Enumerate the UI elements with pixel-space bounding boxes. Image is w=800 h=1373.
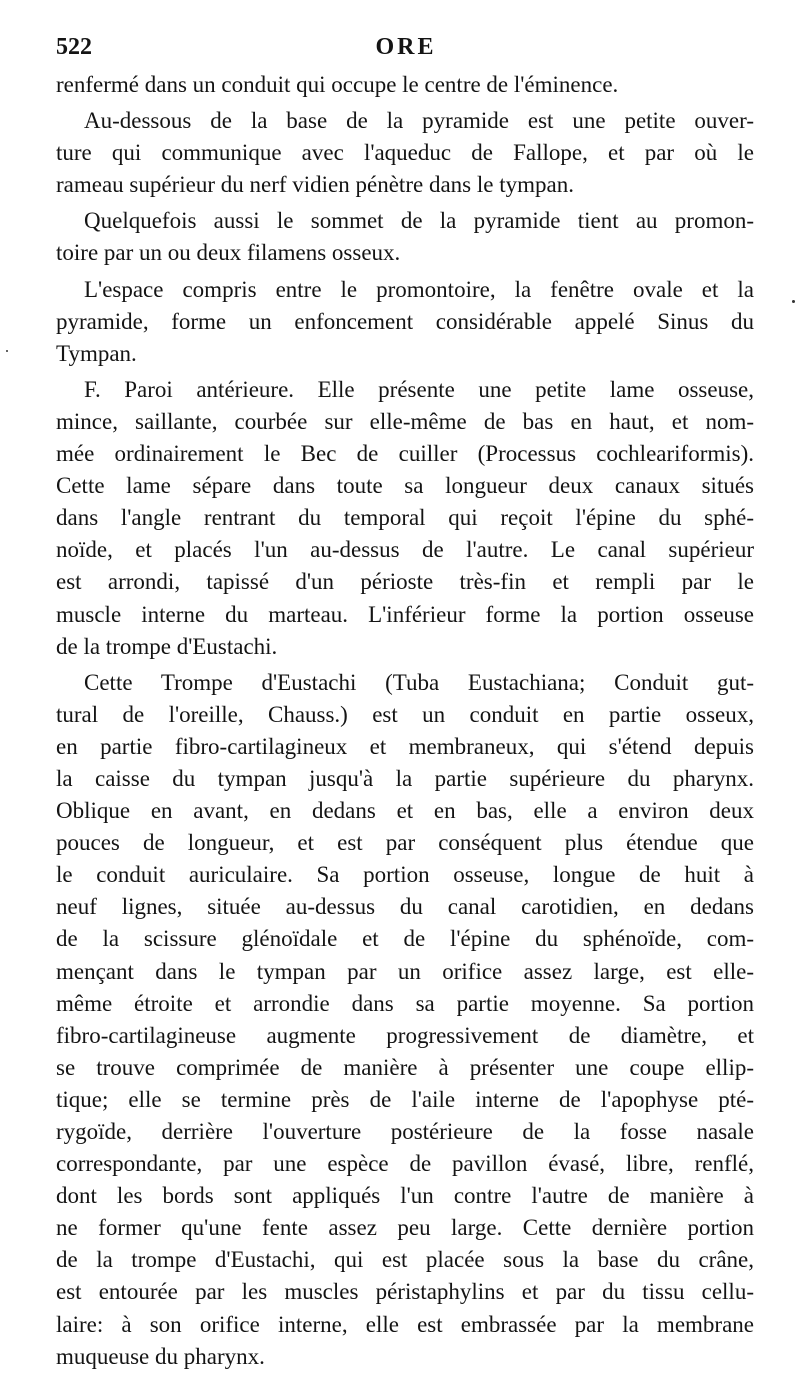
text-line: muscle interne du marteau. L'inférieur forme la portion osseuse (56, 601, 754, 627)
text-line: en partie fibro-cartilagineux et membraneux, qui s'étend depuis (56, 733, 754, 759)
text-line: est entourée par les muscles péristaphylins et par du tissu cellu- (56, 1279, 754, 1305)
paragraph (56, 374, 754, 663)
text-line: tural de l'oreille, Chauss.) est un conduit en partie osseux, (56, 701, 754, 727)
text-line: la caisse du tympan jusqu'à la partie supérieure du pharynx. (56, 765, 754, 791)
text-line: ture qui communique avec l'aqueduc de Fallope, et par où le (56, 140, 754, 166)
text-line: mençant dans le tympan par un orifice assez large, est elle- (56, 958, 754, 984)
text-line: Tympan. (56, 340, 137, 366)
text-line: dans l'angle rentrant du temporal qui reçoit l'épine du sphé- (56, 505, 754, 531)
text-line: même étroite et arrondie dans sa partie moyenne. Sa portion (56, 990, 754, 1016)
text-line: muqueuse du pharynx. (56, 1343, 265, 1369)
text-line: laire: à son orifice interne, elle est embrassée par la membrane (56, 1311, 754, 1337)
text-line: toire par un ou deux filamens osseux. (56, 240, 401, 266)
print-speck (6, 350, 8, 352)
paragraph (56, 205, 754, 269)
text-line: Au-dessous de la base de la pyramide est une petite ouver- (84, 108, 754, 134)
paragraph (56, 274, 754, 370)
text-line: mée ordinairement le Bec de cuiller (Processus cochleariformis). (56, 441, 754, 467)
text-line: renfermé dans un conduit qui occupe le centre de l'éminence. (56, 72, 619, 97)
text-line: de la trompe d'Eustachi. (56, 633, 278, 659)
body-text (56, 69, 754, 1373)
text-line: fibro-cartilagineuse augmente progressivement de diamètre, et (56, 1022, 754, 1048)
text-line: est arrondi, tapissé d'un périoste très-fin et rempli par le (56, 569, 754, 595)
paragraph (56, 667, 754, 1373)
text-line: se trouve comprimée de manière à présenter une coupe ellip- (56, 1054, 754, 1080)
text-line: Quelquefois aussi le sommet de la pyramide tient au promon- (84, 208, 754, 234)
paragraph (56, 69, 754, 101)
text-line: rygoïde, derrière l'ouverture postérieure de la fosse nasale (56, 1119, 754, 1144)
text-line: correspondante, par une espèce de pavillon évasé, libre, renflé, (56, 1151, 754, 1177)
print-speck (792, 300, 795, 303)
text-line: le conduit auriculaire. Sa portion osseuse, longue de huit à (56, 862, 754, 888)
text-line: Oblique en avant, en dedans et en bas, elle a environ deux (56, 798, 754, 824)
text-line: dont les bords sont appliqués l'un contre l'autre de manière à (56, 1183, 754, 1209)
text-line: de la scissure glénoïdale et de l'épine du sphénoïde, com- (56, 926, 754, 952)
text-line: F. Paroi antérieure. Elle présente une petite lame osseuse, (84, 376, 754, 402)
text-line: neuf lignes, située au-dessus du canal carotidien, en dedans (56, 894, 754, 920)
text-line: pyramide, forme un enfoncement considérable appelé Sinus du (56, 308, 754, 334)
text-line: rameau supérieur du nerf vidien pénètre dans le tympan. (56, 172, 574, 198)
running-head: ORE (375, 34, 437, 60)
text-line: de la trompe d'Eustachi, qui est placée sous la base du crâne, (56, 1247, 754, 1273)
text-line: pouces de longueur, et est par conséquent plus étendue que (56, 830, 754, 856)
text-line: ne former qu'une fente assez peu large. Cette dernière portion (56, 1215, 754, 1241)
page-number: 522 (56, 34, 92, 60)
text-line: tique; elle se termine près de l'aile interne de l'apophyse pté- (56, 1086, 754, 1112)
paragraph (56, 105, 754, 201)
text-line: Cette lame sépare dans toute sa longueur deux canaux situés (56, 473, 754, 499)
text-line: Cette Trompe d'Eustachi (Tuba Eustachiana; Conduit gut- (84, 669, 754, 695)
text-line: mince, saillante, courbée sur elle-même de bas en haut, et nom- (56, 408, 754, 434)
text-line: L'espace compris entre le promontoire, la fenêtre ovale et la (84, 276, 754, 302)
page-header (56, 30, 756, 66)
text-line: noïde, et placés l'un au-dessus de l'autre. Le canal supérieur (56, 537, 754, 563)
